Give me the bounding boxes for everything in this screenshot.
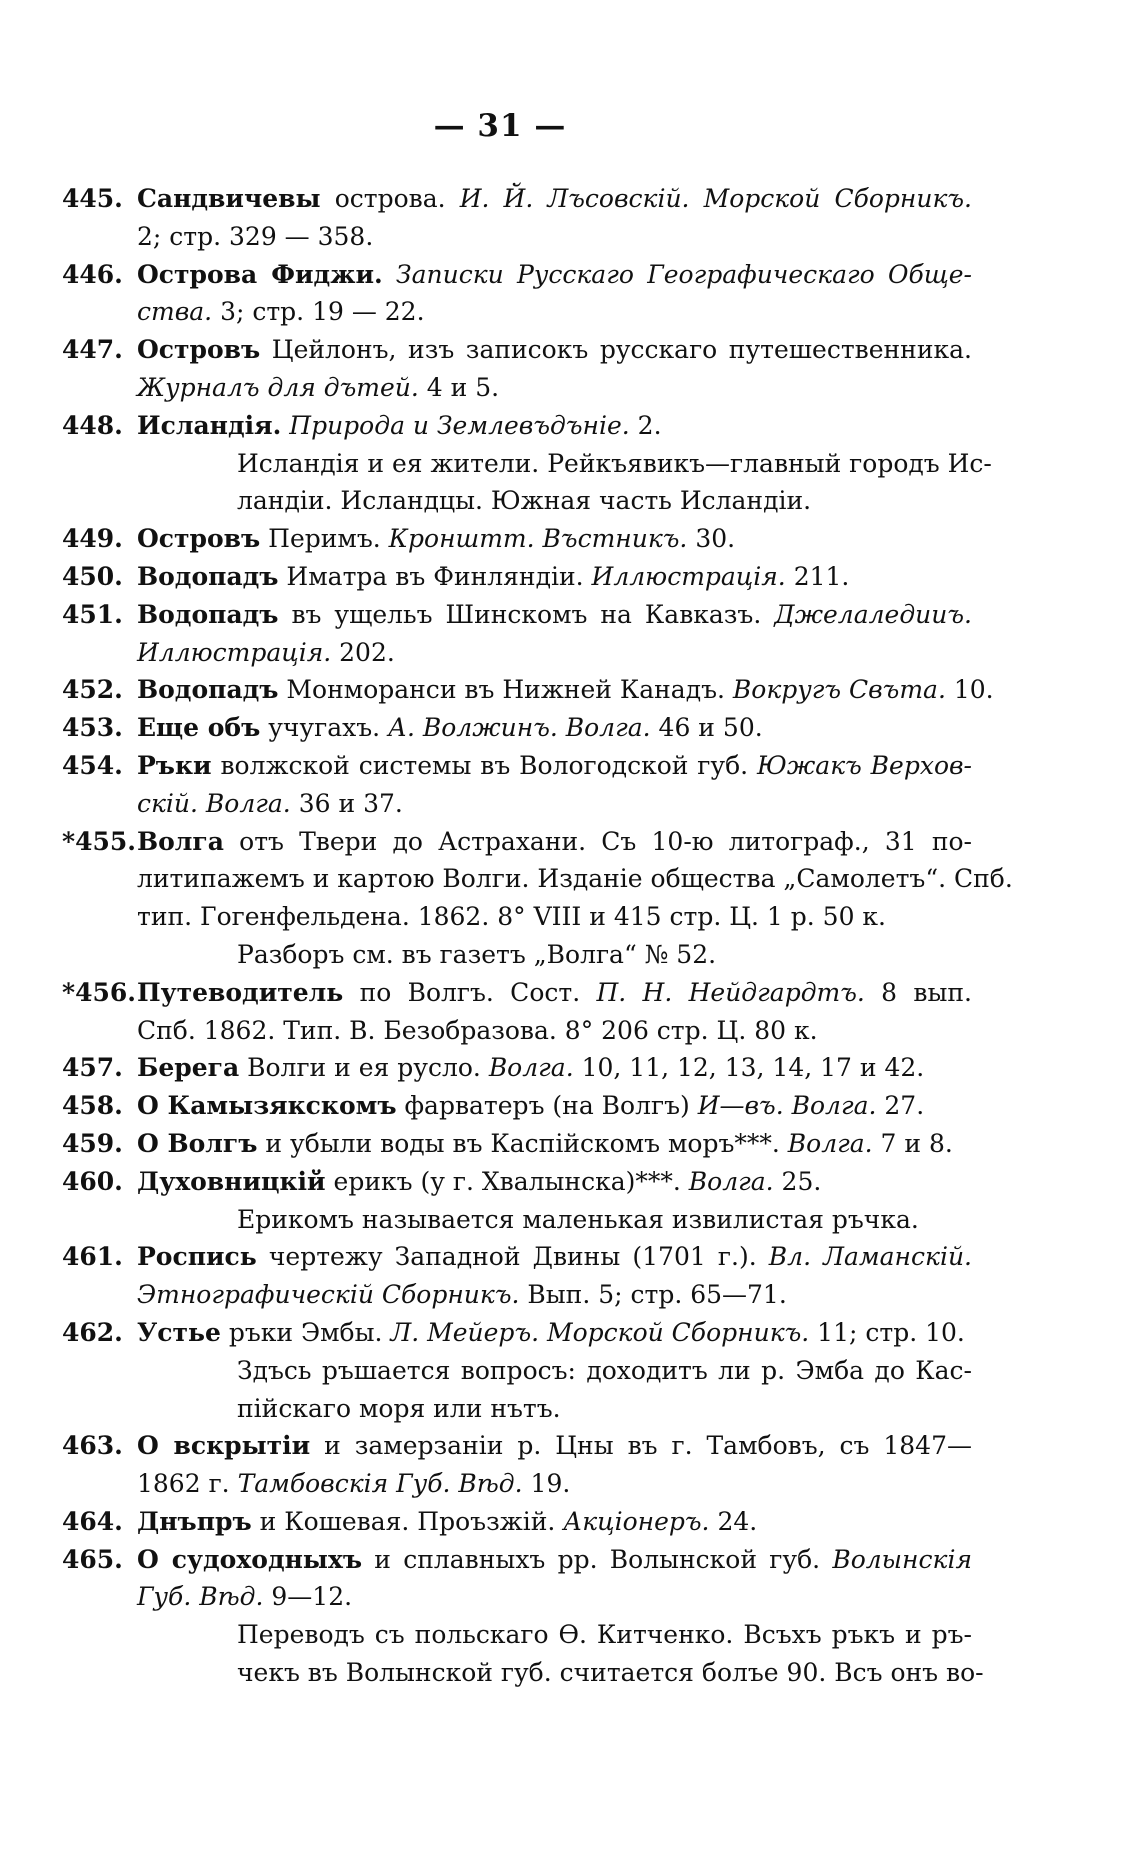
annotation-line: ландіи. Исландцы. Южная часть Исландіи. [237,486,812,516]
entry-text: 10. [945,675,994,705]
entry-text: 9—12. [263,1582,353,1612]
entry-title: Сандвичевы [137,184,321,213]
entry-source: И—въ. Волга. [697,1091,877,1121]
entry-text: Иматра въ Финляндіи. [278,561,592,591]
entry-annotation [137,445,992,521]
bibliography-entry [62,256,972,332]
entry-source: Волга. [688,1166,774,1196]
entry-annotation [137,1201,972,1239]
entry-text: чертежу Западной Двины (1701 г.). [256,1242,769,1272]
entry-text: 7 и 8. [872,1128,953,1158]
entry-line [137,709,972,747]
entry-title: О судоходныхъ [137,1544,363,1574]
entry-line [137,785,972,823]
entry-number: 462. [62,1317,123,1347]
entry-number: 449. [62,524,123,554]
bibliography-entry [62,709,972,747]
bibliography-entry [62,1314,972,1427]
entry-line [137,898,972,936]
entry-source: Иллюстрація. [591,561,786,591]
entry-title: Водопадъ [137,599,279,629]
bibliography-entry [62,596,972,672]
entry-source: Этнографическій Сборникъ. [137,1280,520,1310]
entry-text: тип. Гогенфельдена. 1862. 8° VIII и 415 стр. Ц. 1 р. 50 к. [137,902,886,932]
annotation-line: Разборъ см. въ газетъ „Волга“ № 52. [237,939,717,969]
entry-source: Волынскія [832,1544,972,1574]
entry-line [137,180,972,218]
entry-number: 450. [62,561,123,591]
entry-line [137,1503,972,1541]
bibliography-entry [62,1503,972,1541]
annotation-line: Здъсь ръшается вопросъ: доходитъ ли р. Эмба до Кас- [237,1355,972,1385]
annotation-line: Исландія и ея жители. Рейкъявикъ—главный городъ Ис- [237,448,992,478]
entry-annotation [137,1352,972,1428]
entry-number: 451. [62,599,123,629]
entry-line [137,1427,972,1465]
bibliography-entry [62,180,972,256]
entry-source: Акціонеръ. [563,1506,710,1536]
entry-source: Записки Русскаго Географическаго Обще- [396,259,972,289]
entry-line [137,1238,972,1276]
entry-line [137,974,972,1012]
entry-number: 446. [62,259,123,289]
entry-text: по Волгъ. Сост. [343,977,597,1007]
entry-text: Перимъ. [260,524,389,554]
entry-source: Природа и Землевъдъніе. [289,410,630,440]
entry-text: Вып. 5; стр. 65—71. [519,1280,787,1310]
entry-title: О вскрытіи [137,1431,311,1461]
entry-number: *455. [62,826,136,856]
entry-title: Берега [137,1053,240,1083]
entry-line [137,369,972,407]
entry-line [137,1125,972,1163]
entry-title: Островъ [137,524,261,554]
entry-text: 11; стр. 10. [809,1317,965,1347]
entry-text: Цейлонъ, изъ записокъ русскаго путешественника. [260,335,972,365]
entry-text: ерикъ (у г. Хвалынска)***. [325,1166,689,1196]
entry-line [137,596,972,634]
entry-text: 10, 11, 12, 13, 14, 17 и 42. [573,1053,925,1083]
entry-title: Исландія. [137,410,282,440]
entry-title: Водопадъ [137,561,279,591]
entry-number: 459. [62,1128,123,1158]
entry-text: Волги и ея русло. [239,1053,489,1083]
entry-source: Журналъ для дътей. [137,372,419,402]
entry-text: 27. [876,1091,925,1121]
entry-number: 463. [62,1431,123,1461]
bibliography-entry [62,331,972,407]
entry-line [137,1276,972,1314]
entry-line [137,1465,972,1503]
entry-line [137,1314,972,1352]
annotation-line: пійскаго моря или нътъ. [237,1393,561,1423]
entry-title: Путеводитель [137,977,344,1007]
entry-title: Островъ [137,335,261,365]
entry-title: Волга [137,826,224,856]
entry-text: 3; стр. 19 — 22. [212,297,425,327]
entry-line [137,860,1013,898]
entry-line [137,671,994,709]
entry-text: литипажемъ и картою Волги. Изданіе общества „Самолетъ“. Спб. [137,864,1013,894]
entry-line [137,218,972,256]
entry-number: 454. [62,750,123,780]
entry-number: *456. [62,977,136,1007]
entry-number: 465. [62,1544,123,1574]
entry-text: отъ Твери до Астрахани. Съ 10-ю литограф., 31 по- [223,826,972,856]
entry-text: 1862 г. [137,1469,238,1499]
annotation-line: Переводъ съ польскаго Ө. Китченко. Всъхъ ръкъ и ръ- [237,1620,972,1650]
entry-text: 211. [785,561,850,591]
entry-number: 460. [62,1166,123,1196]
entry-line [137,1163,972,1201]
entry-title: Еще объ [137,713,261,743]
bibliography-entry [62,1125,972,1163]
entry-line [137,634,972,672]
entry-text: въ ущельъ Шинскомъ на Кавказъ. [278,599,775,629]
entry-source: Вл. Ламанскій. [768,1242,972,1272]
entry-line [137,1578,972,1616]
entry-title: Днъпръ [137,1506,252,1536]
entry-line [137,331,972,369]
entry-annotation [137,1616,984,1692]
bibliography-entry [62,671,994,709]
entry-text: 24. [709,1506,758,1536]
entry-source: Л. Мейеръ. Морской Сборникъ. [390,1317,810,1347]
entry-line [137,558,972,596]
bibliography-entry [62,1087,972,1125]
entry-text: и Кошевая. Проъзжій. [251,1506,564,1536]
entry-source: Тамбовскія Губ. Вѣд. [237,1469,523,1499]
bibliography-entry [62,974,972,1050]
entry-title: Ръки [137,750,212,780]
page-number: — 31 — [433,108,567,144]
entry-text: фарватеръ (на Волгъ) [396,1091,698,1121]
bibliography-entry [62,1427,972,1503]
entry-text: 36 и 37. [290,788,403,818]
entry-source: И. Й. Лъсовскій. Морской Сборникъ. [459,184,972,213]
entry-source: ства. [137,297,213,327]
entry-line [137,256,972,294]
bibliography-entry [62,747,972,823]
annotation-line: Ерикомъ называется маленькая извилистая ръчка. [237,1204,919,1234]
bibliography-list [62,180,1013,1692]
bibliography-entry [62,407,992,520]
entry-title: Духовницкій [137,1166,326,1196]
entry-line [137,823,972,861]
entry-number: 453. [62,713,123,743]
entry-annotation [137,936,972,974]
entry-number: 457. [62,1053,123,1083]
entry-text: и замерзаніи р. Цны въ г. Тамбовъ, съ 1847— [310,1431,972,1461]
entry-source: П. Н. Нейдгардтъ. [596,977,865,1007]
entry-source: Иллюстрація. [137,637,332,667]
entry-text: учугахъ. [260,713,389,743]
entry-title: О Камызякскомъ [137,1091,397,1121]
bibliography-entry [62,1163,972,1239]
bibliography-entry [62,1238,972,1314]
entry-source: Южакъ Верхов- [757,750,973,780]
entry-number: 464. [62,1506,123,1536]
entry-text: Монморанси въ Нижней Канадъ. [278,675,733,705]
entry-text: 46 и 50. [650,713,763,743]
entry-text: волжской системы въ Вологодской губ. [211,750,758,780]
entry-source: Джелаледииъ. [774,599,972,629]
bibliography-entry [62,823,1013,974]
entry-title: Роспись [137,1242,257,1272]
entry-text: и убыли воды въ Каспійскомъ моръ***. [257,1128,788,1158]
entry-title: О Волгъ [137,1128,258,1158]
bibliography-entry [62,1541,984,1692]
entry-line [137,407,972,445]
entry-text: острова. [320,184,460,213]
annotation-line: чекъ въ Волынской губ. считается болъе 90. Всъ онъ во- [237,1658,984,1688]
entry-text [383,260,396,289]
entry-source: Губ. Вѣд. [137,1582,264,1612]
entry-number: 461. [62,1242,123,1272]
entry-line [137,1087,972,1125]
entry-text: 2; стр. 329 — 358. [137,221,374,251]
entry-source: Волга. [488,1053,574,1083]
entry-text: 8 вып. [864,977,972,1007]
bibliography-entry [62,520,972,558]
entry-number: 445. [62,184,123,213]
entry-title: Водопадъ [137,675,279,705]
entry-source: А. Волжинъ. Волга. [388,713,651,743]
entry-number: 452. [62,675,123,705]
bibliography-entry [62,1049,972,1087]
entry-number: 447. [62,335,123,365]
entry-text: ръки Эмбы. [220,1317,391,1347]
entry-number: 448. [62,410,123,440]
entry-line [137,520,972,558]
entry-number: 458. [62,1091,123,1121]
entry-text: 2. [629,410,662,440]
entry-text: 25. [773,1166,822,1196]
entry-title: Острова Фиджи. [137,259,383,289]
bibliography-entry [62,558,972,596]
entry-title: Устье [137,1317,221,1347]
entry-source: Волга. [787,1128,873,1158]
entry-line [137,747,972,785]
entry-text: Спб. 1862. Тип. В. Безобразова. 8° 206 стр. Ц. 80 к. [137,1015,818,1045]
entry-text: и сплавныхъ рр. Волынской губ. [362,1544,833,1574]
entry-source: Кронштт. Въстникъ. [388,524,688,554]
entry-source: Вокругъ Свъта. [732,675,946,705]
entry-line [137,1012,972,1050]
entry-line [137,1049,972,1087]
entry-text: 4 и 5. [418,372,500,402]
entry-source: скій. Волга. [137,788,291,818]
entry-line [137,1541,972,1579]
entry-text: 19. [522,1469,571,1499]
entry-line [137,293,972,331]
entry-text: 202. [331,637,395,667]
entry-text: 30. [687,524,736,554]
